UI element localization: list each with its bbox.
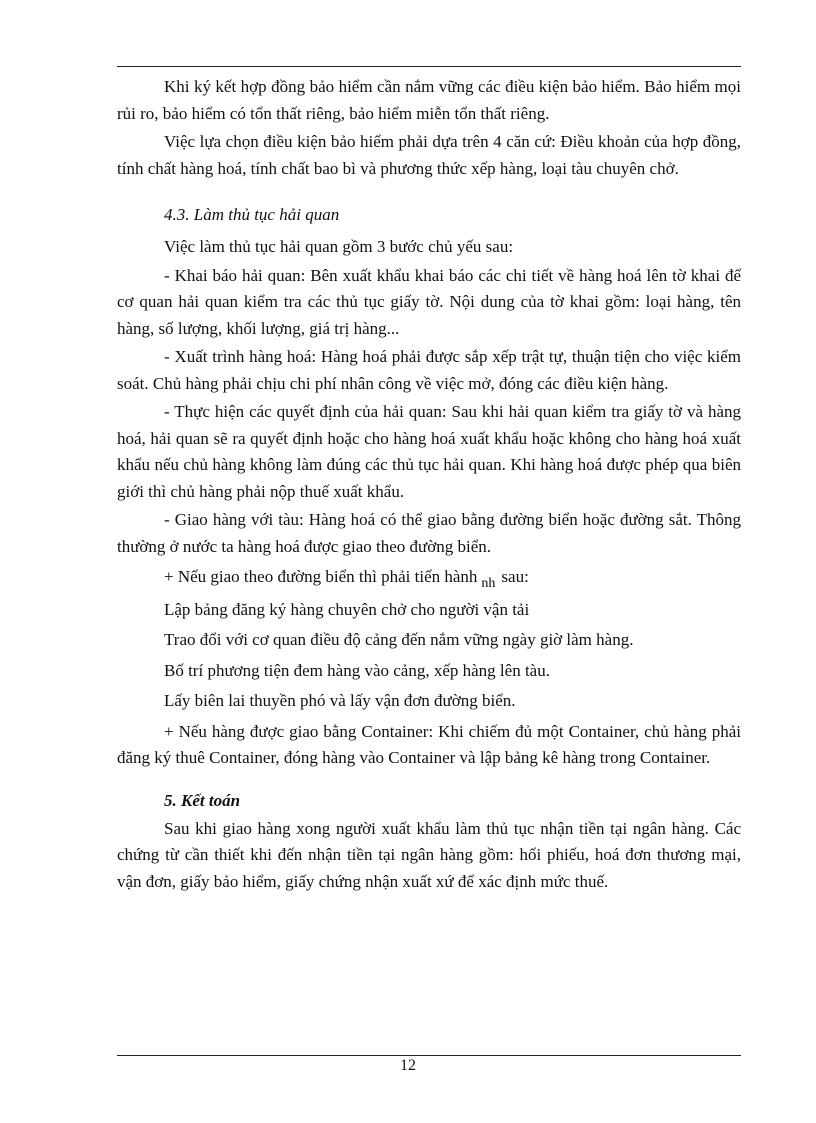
paragraph-goods-presentation: - Xuất trình hàng hoá: Hàng hoá phải được sắp xếp trật tự, thuận tiện cho việc kiểm soát. Chủ hàng phải chịu chi phí nhân công về việc mở, đóng các điều kiện hàng.	[117, 347, 741, 393]
paragraph-container: + Nếu hàng được giao bằng Container: Khi chiếm đủ một Container, chủ hàng phải đăng ký thuê Container, đóng hàng vào Container và lập bảng kê hàng trong Container.	[117, 721, 741, 767]
paragraph-sea-delivery	[117, 564, 741, 593]
sea-delivery-text: + Nếu giao theo đường biển thì phải tiến hành	[164, 567, 478, 586]
paragraph-ship-delivery: - Giao hàng với tàu: Hàng hoá có thể giao bằng đường biển hoặc đường sắt. Thông thường ở nước ta hàng hoá được giao theo đường biển.	[117, 510, 741, 556]
header-rule	[117, 66, 741, 67]
sea-delivery-text-end: sau:	[501, 567, 529, 586]
paragraph-step-port: Trao đổi với cơ quan điều độ cảng đến nắm vững ngày giờ làm hàng.	[164, 630, 634, 649]
page-number: 12	[400, 1057, 416, 1074]
paragraph-customs-declaration: - Khai báo hải quan: Bên xuất khẩu khai báo các chi tiết về hàng hoá lên tờ khai để cơ quan hải quan kiểm tra các thủ tục giấy tờ. Nội dung của tờ khai gồm: loại hàng, tên hàng, số lượng, khối lượng, giá trị hàng...	[117, 265, 741, 338]
sea-delivery-subscript: nh	[481, 576, 496, 591]
footer-rule	[117, 1055, 741, 1056]
paragraph-insurance-conditions: Khi ký kết hợp đồng bảo hiểm cần nắm vững các điều kiện bảo hiểm. Bảo hiểm mọi rủi ro, bảo hiểm có tổn thất riêng, bảo hiểm miễn tổn thất riêng.	[117, 77, 741, 123]
paragraph-settlement: Sau khi giao hàng xong người xuất khẩu làm thủ tục nhận tiền tại ngân hàng. Các chứng từ cần thiết khi đến nhận tiền tại ngân hàng gồm: hối phiếu, hoá đơn thương mại, vận đơn, giấy bảo hiểm, giấy chứng nhận xuất xứ để xác định mức thuế.	[117, 818, 741, 891]
paragraph-customs-steps: Việc làm thủ tục hải quan gồm 3 bước chủ yếu sau:	[164, 237, 514, 256]
section-heading-customs: 4.3. Làm thủ tục hải quan	[164, 205, 340, 224]
paragraph-step-transport: Bố trí phương tiện đem hàng vào cảng, xếp hàng lên tàu.	[164, 660, 550, 680]
paragraph-step-register: Lập bảng đăng ký hàng chuyên chở cho người vận tải	[164, 599, 530, 619]
paragraph-step-receipt: Lấy biên lai thuyền phó và lấy vận đơn đường biển.	[164, 691, 516, 710]
paragraph-insurance-choice: Việc lựa chọn điều kiện bảo hiểm phải dựa trên 4 căn cứ: Điều khoản của hợp đồng, tính chất hàng hoá, tính chất bao bì và phương thức xếp hàng, loại tàu chuyên chở.	[117, 132, 741, 178]
section-heading-settlement: 5. Kết toán	[164, 790, 241, 810]
page-body	[117, 74, 741, 897]
paragraph-customs-decisions: - Thực hiện các quyết định của hải quan: Sau khi hải quan kiểm tra giấy tờ và hàng hoá, hải quan sẽ ra quyết định hoặc cho hàng hoá xuất khẩu hoặc không cho hàng hoá xuất khẩu nếu chủ hàng không làm đúng các thủ tục hải quan. Khi hàng hoá được phép qua biên giới thì chủ hàng phải nộp thuế xuất khẩu.	[117, 402, 741, 501]
